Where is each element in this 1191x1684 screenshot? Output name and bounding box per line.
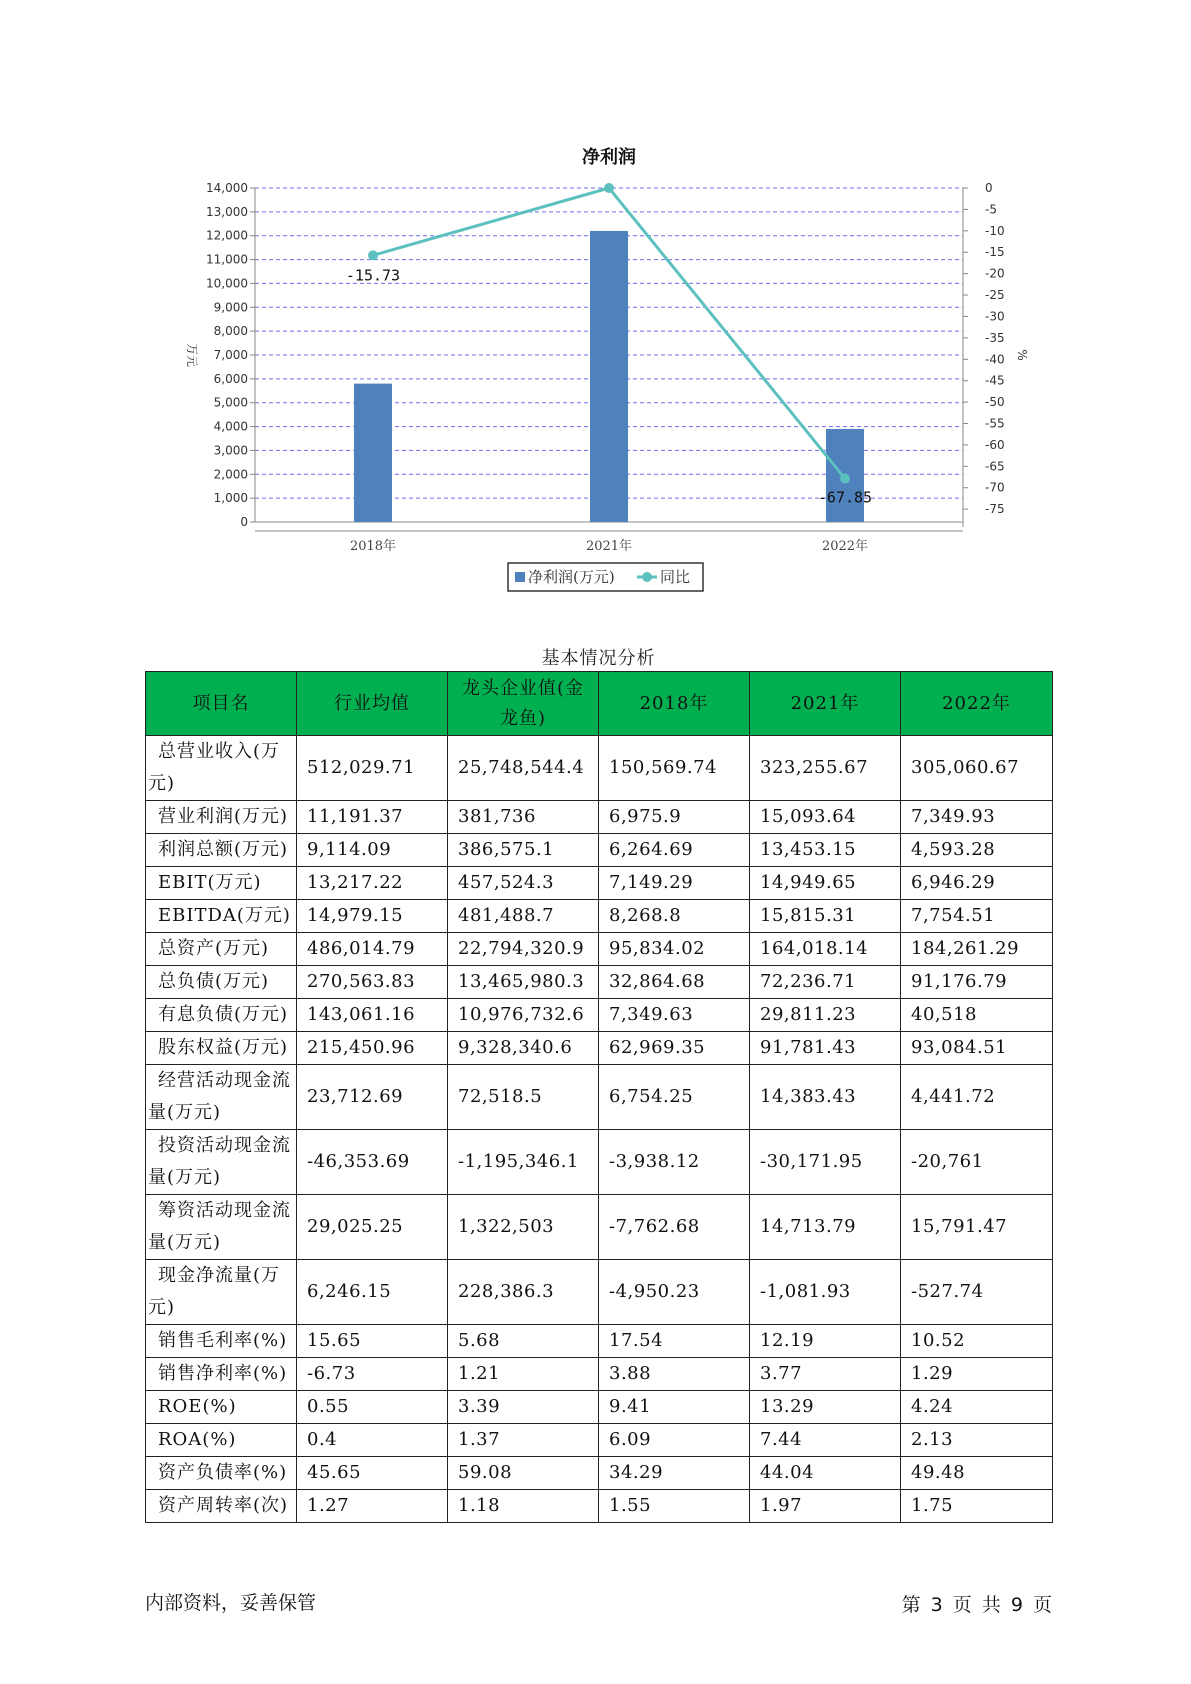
value-2018-cell: 32,864.68 xyxy=(599,966,750,999)
chart-title: 净利润 xyxy=(582,147,636,168)
value-2022-cell: 93,084.51 xyxy=(901,1032,1053,1065)
value-2021-cell: 12.19 xyxy=(750,1325,901,1358)
leader-value-cell: 25,748,544.4 xyxy=(448,736,599,801)
table-row xyxy=(146,1424,1053,1457)
value-2021-cell: 323,255.67 xyxy=(750,736,901,801)
leader-value-cell: 72,518.5 xyxy=(448,1065,599,1130)
value-2018-cell: 7,149.29 xyxy=(599,867,750,900)
row-name-cell: 总负债(万元) xyxy=(146,966,297,999)
y-tick-label: 0 xyxy=(240,515,248,529)
x-category-label: 2022年 xyxy=(821,539,869,554)
value-2022-cell: 6,946.29 xyxy=(901,867,1053,900)
legend-line-label: 同比 xyxy=(660,568,691,586)
x-category-label: 2021年 xyxy=(585,539,633,554)
leader-value-cell: 1.37 xyxy=(448,1424,599,1457)
industry-average-cell: 29,025.25 xyxy=(297,1195,448,1260)
row-name-cell: 总营业收入(万元) xyxy=(146,736,297,801)
value-2021-cell: 14,383.43 xyxy=(750,1065,901,1130)
net-profit-chart xyxy=(0,0,1191,600)
table-row xyxy=(146,1325,1053,1358)
table-row xyxy=(146,999,1053,1032)
value-2021-cell: 13,453.15 xyxy=(750,834,901,867)
leader-value-cell: 1.18 xyxy=(448,1490,599,1523)
value-2021-cell: 7.44 xyxy=(750,1424,901,1457)
y2-tick-label: -35 xyxy=(985,330,1005,345)
value-2021-cell: 164,018.14 xyxy=(750,933,901,966)
y2-tick-label: -45 xyxy=(985,373,1005,388)
industry-average-cell: 143,061.16 xyxy=(297,999,448,1032)
yoy-point xyxy=(840,474,850,484)
header-item-name: 项目名 xyxy=(146,672,297,736)
value-2018-cell: -3,938.12 xyxy=(599,1130,750,1195)
table-body xyxy=(146,736,1053,1523)
y2-tick-label: -40 xyxy=(985,352,1005,367)
value-2022-cell: 91,176.79 xyxy=(901,966,1053,999)
table-row xyxy=(146,1195,1053,1260)
row-name-cell: 有息负债(万元) xyxy=(146,999,297,1032)
row-name-cell: 筹资活动现金流量(万元) xyxy=(146,1195,297,1260)
value-2022-cell: 4.24 xyxy=(901,1391,1053,1424)
leader-value-cell: 22,794,320.9 xyxy=(448,933,599,966)
data-label-2018: -15.73 xyxy=(345,266,401,285)
y-tick-label: 11,000 xyxy=(206,252,248,267)
value-2022-cell: -527.74 xyxy=(901,1260,1053,1325)
leader-value-cell: 228,386.3 xyxy=(448,1260,599,1325)
row-name-cell: 经营活动现金流量(万元) xyxy=(146,1065,297,1130)
y-tick-label: 7,000 xyxy=(213,348,248,362)
y-tick-label: 5,000 xyxy=(213,395,248,410)
value-2022-cell: 40,518 xyxy=(901,999,1053,1032)
y-tick-label: 9,000 xyxy=(213,300,248,315)
value-2021-cell: 14,713.79 xyxy=(750,1195,901,1260)
leader-value-cell: 59.08 xyxy=(448,1457,599,1490)
y2-tick-label: -55 xyxy=(985,416,1005,431)
legend-line-marker xyxy=(642,572,652,582)
y2-axis-title: % xyxy=(1015,349,1029,361)
row-name-cell: 营业利润(万元) xyxy=(146,801,297,834)
bar-2021年 xyxy=(590,231,628,522)
value-2021-cell: 15,815.31 xyxy=(750,900,901,933)
industry-average-cell: -46,353.69 xyxy=(297,1130,448,1195)
value-2018-cell: 62,969.35 xyxy=(599,1032,750,1065)
value-2022-cell: 184,261.29 xyxy=(901,933,1053,966)
y-tick-label: 14,000 xyxy=(206,181,248,195)
value-2018-cell: 7,349.63 xyxy=(599,999,750,1032)
y-tick-label: 13,000 xyxy=(206,204,248,219)
table-row xyxy=(146,1032,1053,1065)
y-tick-label: 3,000 xyxy=(213,443,248,458)
value-2022-cell: 49.48 xyxy=(901,1457,1053,1490)
table-row xyxy=(146,966,1053,999)
value-2021-cell: 44.04 xyxy=(750,1457,901,1490)
row-name-cell: 销售净利率(%) xyxy=(146,1358,297,1391)
table-row xyxy=(146,1457,1053,1490)
table-caption: 基本情况分析 xyxy=(541,648,656,669)
leader-value-cell: 10,976,732.6 xyxy=(448,999,599,1032)
table-row xyxy=(146,1130,1053,1195)
table-row xyxy=(146,1358,1053,1391)
y2-tick-label: -10 xyxy=(985,223,1005,238)
y-axis-title: 万元 xyxy=(185,342,199,368)
industry-average-cell: 512,029.71 xyxy=(297,736,448,801)
row-name-cell: 投资活动现金流量(万元) xyxy=(146,1130,297,1195)
y-tick-label: 12,000 xyxy=(206,228,248,243)
footer-confidential-note: 内部资料，妥善保管 xyxy=(145,1592,317,1614)
table-row xyxy=(146,900,1053,933)
y-tick-label: 6,000 xyxy=(213,371,248,386)
y2-tick-label: -30 xyxy=(985,309,1005,324)
header-2022: 2022年 xyxy=(901,672,1053,736)
table-row xyxy=(146,801,1053,834)
value-2018-cell: 3.88 xyxy=(599,1358,750,1391)
industry-average-cell: 0.4 xyxy=(297,1424,448,1457)
y2-tick-label: -15 xyxy=(985,245,1005,260)
value-2022-cell: 7,754.51 xyxy=(901,900,1053,933)
analysis-table xyxy=(145,671,1053,1523)
value-2021-cell: 72,236.71 xyxy=(750,966,901,999)
value-2022-cell: 1.29 xyxy=(901,1358,1053,1391)
value-2022-cell: 1.75 xyxy=(901,1490,1053,1523)
y-tick-label: 1,000 xyxy=(213,491,248,506)
table-row xyxy=(146,867,1053,900)
y2-tick-label: -5 xyxy=(985,202,997,217)
value-2018-cell: -4,950.23 xyxy=(599,1260,750,1325)
y2-tick-label: -65 xyxy=(985,459,1005,474)
value-2018-cell: 1.55 xyxy=(599,1490,750,1523)
leader-value-cell: 9,328,340.6 xyxy=(448,1032,599,1065)
table-row xyxy=(146,933,1053,966)
value-2018-cell: -7,762.68 xyxy=(599,1195,750,1260)
leader-value-cell: 1,322,503 xyxy=(448,1195,599,1260)
leader-value-cell: 5.68 xyxy=(448,1325,599,1358)
value-2021-cell: 3.77 xyxy=(750,1358,901,1391)
industry-average-cell: 215,450.96 xyxy=(297,1032,448,1065)
value-2022-cell: 15,791.47 xyxy=(901,1195,1053,1260)
y2-tick-label: -20 xyxy=(985,266,1005,281)
row-name-cell: 销售毛利率(%) xyxy=(146,1325,297,1358)
table-row xyxy=(146,736,1053,801)
row-name-cell: ROA(%) xyxy=(146,1424,297,1457)
row-name-cell: 资产负债率(%) xyxy=(146,1457,297,1490)
value-2022-cell: -20,761 xyxy=(901,1130,1053,1195)
value-2018-cell: 8,268.8 xyxy=(599,900,750,933)
header-leader-value: 龙头企业值(金龙鱼) xyxy=(448,672,599,736)
header-2021: 2021年 xyxy=(750,672,901,736)
leader-value-cell: -1,195,346.1 xyxy=(448,1130,599,1195)
value-2022-cell: 4,441.72 xyxy=(901,1065,1053,1130)
value-2022-cell: 7,349.93 xyxy=(901,801,1053,834)
industry-average-cell: -6.73 xyxy=(297,1358,448,1391)
y2-tick-label: -75 xyxy=(985,502,1005,517)
y-tick-label: 2,000 xyxy=(213,467,248,482)
table-row xyxy=(146,1260,1053,1325)
industry-average-cell: 11,191.37 xyxy=(297,801,448,834)
row-name-cell: EBITDA(万元) xyxy=(146,900,297,933)
table-row xyxy=(146,1065,1053,1130)
value-2021-cell: 91,781.43 xyxy=(750,1032,901,1065)
y-tick-label: 10,000 xyxy=(206,276,248,291)
row-name-cell: 总资产(万元) xyxy=(146,933,297,966)
legend-bar-swatch xyxy=(515,572,525,582)
value-2022-cell: 305,060.67 xyxy=(901,736,1053,801)
y2-tick-label: -60 xyxy=(985,437,1005,452)
row-name-cell: 现金净流量(万元) xyxy=(146,1260,297,1325)
footer-page-number: 第 3 页 共 9 页 xyxy=(901,1594,1052,1616)
industry-average-cell: 23,712.69 xyxy=(297,1065,448,1130)
value-2022-cell: 4,593.28 xyxy=(901,834,1053,867)
value-2018-cell: 6,975.9 xyxy=(599,801,750,834)
row-name-cell: ROE(%) xyxy=(146,1391,297,1424)
value-2018-cell: 150,569.74 xyxy=(599,736,750,801)
value-2018-cell: 34.29 xyxy=(599,1457,750,1490)
value-2021-cell: 14,949.65 xyxy=(750,867,901,900)
industry-average-cell: 6,246.15 xyxy=(297,1260,448,1325)
row-name-cell: EBIT(万元) xyxy=(146,867,297,900)
table-row xyxy=(146,1391,1053,1424)
value-2022-cell: 2.13 xyxy=(901,1424,1053,1457)
table-row xyxy=(146,834,1053,867)
industry-average-cell: 15.65 xyxy=(297,1325,448,1358)
value-2021-cell: 15,093.64 xyxy=(750,801,901,834)
value-2018-cell: 95,834.02 xyxy=(599,933,750,966)
value-2018-cell: 17.54 xyxy=(599,1325,750,1358)
leader-value-cell: 1.21 xyxy=(448,1358,599,1391)
value-2018-cell: 6,264.69 xyxy=(599,834,750,867)
industry-average-cell: 13,217.22 xyxy=(297,867,448,900)
value-2021-cell: 29,811.23 xyxy=(750,999,901,1032)
y-tick-label: 4,000 xyxy=(213,419,248,434)
leader-value-cell: 481,488.7 xyxy=(448,900,599,933)
leader-value-cell: 386,575.1 xyxy=(448,834,599,867)
value-2018-cell: 6,754.25 xyxy=(599,1065,750,1130)
value-2021-cell: 1.97 xyxy=(750,1490,901,1523)
industry-average-cell: 45.65 xyxy=(297,1457,448,1490)
value-2021-cell: 13.29 xyxy=(750,1391,901,1424)
table-header-row xyxy=(146,672,1053,736)
data-label-2022: -67.85 xyxy=(817,488,873,507)
chart-svg xyxy=(0,0,1191,600)
y2-tick-label: -50 xyxy=(985,395,1005,410)
industry-average-cell: 9,114.09 xyxy=(297,834,448,867)
industry-average-cell: 0.55 xyxy=(297,1391,448,1424)
header-2018: 2018年 xyxy=(599,672,750,736)
leader-value-cell: 3.39 xyxy=(448,1391,599,1424)
yoy-point xyxy=(368,250,378,260)
bar-2018年 xyxy=(354,384,392,522)
value-2022-cell: 10.52 xyxy=(901,1325,1053,1358)
row-name-cell: 资产周转率(次) xyxy=(146,1490,297,1523)
y2-tick-label: -70 xyxy=(985,480,1005,495)
yoy-point xyxy=(604,183,614,193)
header-industry-average: 行业均值 xyxy=(297,672,448,736)
leader-value-cell: 457,524.3 xyxy=(448,867,599,900)
industry-average-cell: 14,979.15 xyxy=(297,900,448,933)
row-name-cell: 利润总额(万元) xyxy=(146,834,297,867)
industry-average-cell: 486,014.79 xyxy=(297,933,448,966)
industry-average-cell: 1.27 xyxy=(297,1490,448,1523)
value-2018-cell: 6.09 xyxy=(599,1424,750,1457)
legend-bar-label: 净利润(万元) xyxy=(528,568,615,586)
y-tick-label: 8,000 xyxy=(213,324,248,339)
row-name-cell: 股东权益(万元) xyxy=(146,1032,297,1065)
leader-value-cell: 13,465,980.3 xyxy=(448,966,599,999)
x-category-label: 2018年 xyxy=(349,539,397,554)
industry-average-cell: 270,563.83 xyxy=(297,966,448,999)
leader-value-cell: 381,736 xyxy=(448,801,599,834)
y2-tick-label: -25 xyxy=(985,288,1005,303)
table-row xyxy=(146,1490,1053,1523)
value-2021-cell: -1,081.93 xyxy=(750,1260,901,1325)
y2-tick-label: 0 xyxy=(985,181,993,195)
value-2021-cell: -30,171.95 xyxy=(750,1130,901,1195)
value-2018-cell: 9.41 xyxy=(599,1391,750,1424)
